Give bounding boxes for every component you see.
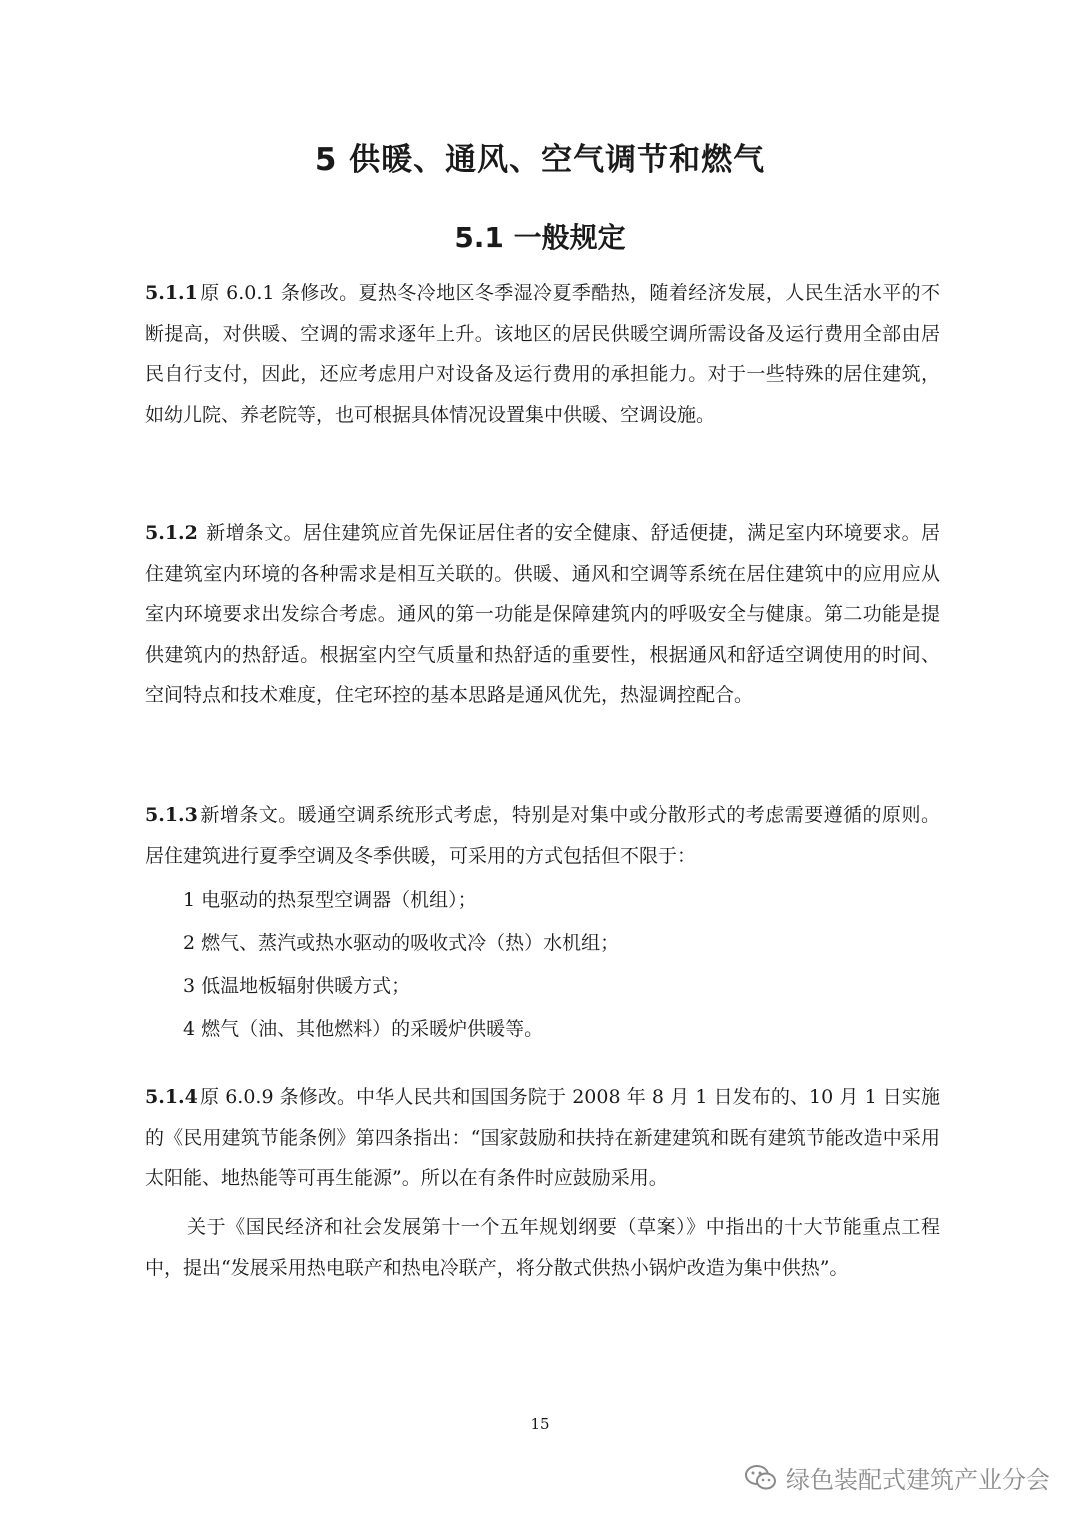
clause-text: 原 6.0.1 条修改。夏热冬冷地区冬季湿冷夏季酷热，随着经济发展，人民生活水平的不断提高，对供暖、空调的需求逐年上升。该地区的居民供暖空调所需设备及运行费用全部由居民自行支付，因此，还应考虑用户对设备及运行费用的承担能力。对于一些特殊的居住建筑，如幼儿院、养老院等，也可根据具体情况设置集中供暖、空调设施。 <box>145 282 940 426</box>
clause-5-1-3 <box>145 795 940 876</box>
clause-5-1-1 <box>145 273 940 435</box>
clause-number: 5.1.1 <box>145 282 198 304</box>
clause-number: 5.1.4 <box>145 1086 198 1108</box>
page-number: 15 <box>530 1415 550 1433</box>
watermark-text: 绿色装配式建筑产业分会 <box>786 1466 1050 1494</box>
clause-number: 5.1.2 <box>145 522 198 544</box>
clause-number: 5.1.3 <box>145 804 198 826</box>
wechat-icon <box>744 1463 778 1493</box>
list-item: 1 电驱动的热泵型空调器（机组）； <box>183 889 477 911</box>
list-item: 2 燃气、蒸汽或热水驱动的吸收式冷（热）水机组； <box>183 932 620 954</box>
watermark <box>744 1460 1050 1495</box>
clause-text: 新增条文。暖通空调系统形式考虑，特别是对集中或分散形式的考虑需要遵循的原则。居住建筑进行夏季空调及冬季供暖，可采用的方式包括但不限于： <box>145 804 940 867</box>
list-item: 4 燃气（油、其他燃料）的采暖炉供暖等。 <box>183 1018 544 1040</box>
section-title: 5.1 一般规定 <box>454 221 626 254</box>
clause-5-1-4 <box>145 1077 940 1199</box>
list-item: 3 低温地板辐射供暖方式； <box>183 975 411 997</box>
clause-text: 新增条文。居住建筑应首先保证居住者的安全健康、舒适便捷，满足室内环境要求。居住建筑室内环境的各种需求是相互关联的。供暖、通风和空调等系统在居住建筑中的应用应从室内环境要求出发综合考虑。通风的第一功能是保障建筑内的呼吸安全与健康。第二功能是提供建筑内的热舒适。根据室内空气质量和热舒适的重要性，根据通风和舒适空调使用的时间、空间特点和技术难度，住宅环控的基本思路是通风优先，热湿调控配合。 <box>145 522 940 706</box>
clause-text: 原 6.0.9 条修改。中华人民共和国国务院于 2008 年 8 月 1 日发布的、10 月 1 日实施的《民用建筑节能条例》第四条指出：“国家鼓励和扶持在新建建筑和既有建筑节能改造中采用太阳能、地热能等可再生能源”。所以在有条件时应鼓励采用。 <box>145 1086 940 1189</box>
clause-5-1-2 <box>145 513 940 716</box>
extra-paragraph: 关于《国民经济和社会发展第十一个五年规划纲要（草案）》中指出的十大节能重点工程中，提出“发展采用热电联产和热电冷联产，将分散式供热小锅炉改造为集中供热”。 <box>145 1216 940 1279</box>
chapter-title: 5 供暖、通风、空气调节和燃气 <box>314 142 766 178</box>
